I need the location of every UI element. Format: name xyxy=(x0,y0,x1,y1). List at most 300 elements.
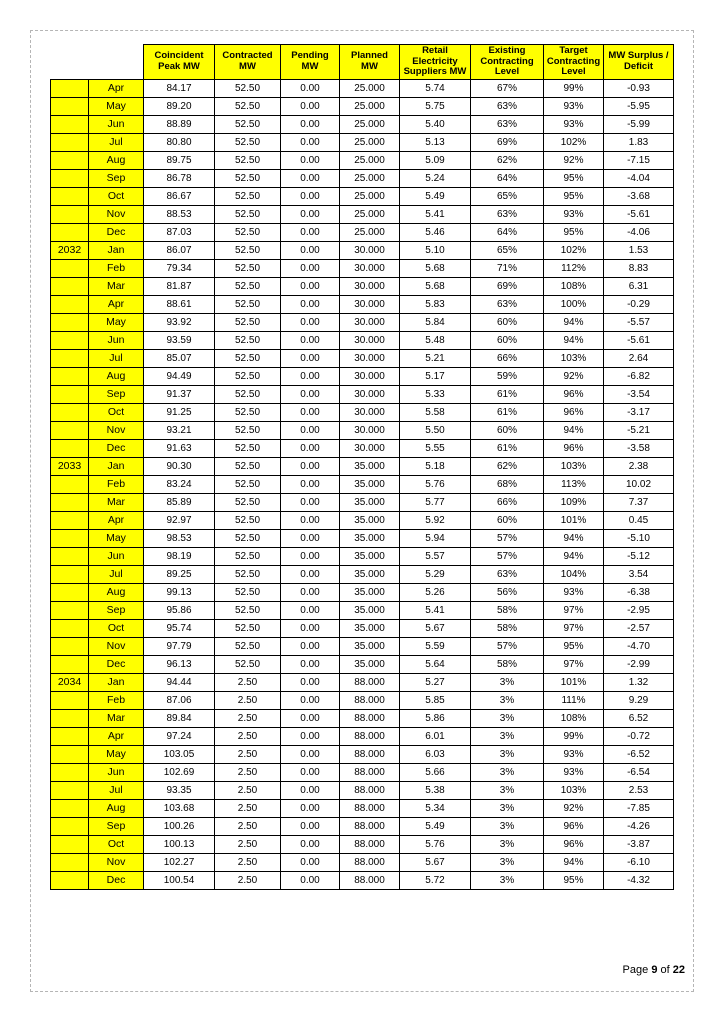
value-cell: 68% xyxy=(471,475,544,493)
value-cell: 52.50 xyxy=(215,439,281,457)
value-cell: 88.53 xyxy=(144,205,215,223)
value-cell: 63% xyxy=(471,295,544,313)
value-cell: 88.000 xyxy=(340,691,400,709)
value-cell: 95.74 xyxy=(144,619,215,637)
value-cell: 2.50 xyxy=(215,709,281,727)
month-cell: Dec xyxy=(89,655,144,673)
value-cell: 52.50 xyxy=(215,655,281,673)
value-cell: 0.00 xyxy=(281,691,340,709)
value-cell: -3.54 xyxy=(604,385,674,403)
value-cell: 6.01 xyxy=(400,727,471,745)
month-cell: Mar xyxy=(89,709,144,727)
table-row xyxy=(51,169,674,187)
year-cell: 2034 xyxy=(51,673,89,691)
value-cell: 57% xyxy=(471,547,544,565)
value-cell: 0.00 xyxy=(281,205,340,223)
year-cell xyxy=(51,349,89,367)
value-cell: 93% xyxy=(544,745,604,763)
value-cell: 5.46 xyxy=(400,223,471,241)
value-cell: 86.07 xyxy=(144,241,215,259)
value-cell: 88.000 xyxy=(340,709,400,727)
value-cell: 52.50 xyxy=(215,475,281,493)
value-cell: 5.59 xyxy=(400,637,471,655)
value-cell: 2.50 xyxy=(215,817,281,835)
year-cell xyxy=(51,439,89,457)
value-cell: 35.000 xyxy=(340,655,400,673)
value-cell: 0.00 xyxy=(281,709,340,727)
month-cell: Aug xyxy=(89,583,144,601)
column-header: Pending MW xyxy=(281,45,340,80)
value-cell: 30.000 xyxy=(340,403,400,421)
value-cell: 5.24 xyxy=(400,169,471,187)
header-row xyxy=(51,45,674,80)
value-cell: 94% xyxy=(544,853,604,871)
value-cell: 3% xyxy=(471,781,544,799)
value-cell: 63% xyxy=(471,97,544,115)
table-row xyxy=(51,313,674,331)
value-cell: -4.32 xyxy=(604,871,674,889)
value-cell: 97% xyxy=(544,601,604,619)
value-cell: 3% xyxy=(471,871,544,889)
value-cell: 0.00 xyxy=(281,259,340,277)
value-cell: 94.49 xyxy=(144,367,215,385)
value-cell: 93% xyxy=(544,115,604,133)
value-cell: 94% xyxy=(544,331,604,349)
month-cell: Jun xyxy=(89,763,144,781)
table-row xyxy=(51,259,674,277)
year-cell xyxy=(51,799,89,817)
value-cell: 0.00 xyxy=(281,295,340,313)
value-cell: 92.97 xyxy=(144,511,215,529)
value-cell: 52.50 xyxy=(215,205,281,223)
month-cell: May xyxy=(89,529,144,547)
month-cell: Aug xyxy=(89,367,144,385)
value-cell: 5.49 xyxy=(400,817,471,835)
value-cell: 67% xyxy=(471,79,544,97)
year-cell xyxy=(51,871,89,889)
value-cell: 63% xyxy=(471,115,544,133)
year-cell xyxy=(51,583,89,601)
value-cell: 35.000 xyxy=(340,529,400,547)
value-cell: 103% xyxy=(544,349,604,367)
value-cell: -4.06 xyxy=(604,223,674,241)
year-cell xyxy=(51,745,89,763)
table-row xyxy=(51,439,674,457)
value-cell: 89.84 xyxy=(144,709,215,727)
value-cell: 88.000 xyxy=(340,817,400,835)
value-cell: 3% xyxy=(471,763,544,781)
value-cell: 0.00 xyxy=(281,439,340,457)
value-cell: 87.03 xyxy=(144,223,215,241)
month-cell: Jul xyxy=(89,133,144,151)
value-cell: 90.30 xyxy=(144,457,215,475)
value-cell: 99.13 xyxy=(144,583,215,601)
column-header: Planned MW xyxy=(340,45,400,80)
value-cell: 95% xyxy=(544,637,604,655)
value-cell: 52.50 xyxy=(215,313,281,331)
value-cell: 5.38 xyxy=(400,781,471,799)
value-cell: 0.45 xyxy=(604,511,674,529)
value-cell: 5.67 xyxy=(400,853,471,871)
year-cell xyxy=(51,601,89,619)
value-cell: 60% xyxy=(471,313,544,331)
value-cell: 0.00 xyxy=(281,493,340,511)
value-cell: 93.92 xyxy=(144,313,215,331)
value-cell: 25.000 xyxy=(340,79,400,97)
table-row xyxy=(51,115,674,133)
table-row xyxy=(51,133,674,151)
month-cell: Sep xyxy=(89,385,144,403)
value-cell: 0.00 xyxy=(281,781,340,799)
value-cell: 35.000 xyxy=(340,511,400,529)
value-cell: 25.000 xyxy=(340,115,400,133)
value-cell: 30.000 xyxy=(340,439,400,457)
value-cell: 5.76 xyxy=(400,835,471,853)
value-cell: 52.50 xyxy=(215,367,281,385)
value-cell: -5.57 xyxy=(604,313,674,331)
table-row xyxy=(51,349,674,367)
value-cell: 88.000 xyxy=(340,853,400,871)
value-cell: 100.54 xyxy=(144,871,215,889)
table-row xyxy=(51,655,674,673)
value-cell: 85.89 xyxy=(144,493,215,511)
value-cell: 52.50 xyxy=(215,223,281,241)
value-cell: 35.000 xyxy=(340,637,400,655)
value-cell: 52.50 xyxy=(215,421,281,439)
table-row xyxy=(51,619,674,637)
value-cell: 52.50 xyxy=(215,511,281,529)
value-cell: 5.49 xyxy=(400,187,471,205)
value-cell: 25.000 xyxy=(340,133,400,151)
value-cell: 97% xyxy=(544,619,604,637)
value-cell: 0.00 xyxy=(281,637,340,655)
value-cell: 95% xyxy=(544,169,604,187)
month-cell: Aug xyxy=(89,151,144,169)
value-cell: 63% xyxy=(471,565,544,583)
value-cell: 80.80 xyxy=(144,133,215,151)
value-cell: 88.89 xyxy=(144,115,215,133)
value-cell: 25.000 xyxy=(340,169,400,187)
value-cell: 35.000 xyxy=(340,475,400,493)
table-row xyxy=(51,835,674,853)
value-cell: -0.29 xyxy=(604,295,674,313)
year-cell xyxy=(51,97,89,115)
value-cell: -6.54 xyxy=(604,763,674,781)
value-cell: 52.50 xyxy=(215,619,281,637)
value-cell: 83.24 xyxy=(144,475,215,493)
month-cell: Jun xyxy=(89,547,144,565)
value-cell: 0.00 xyxy=(281,241,340,259)
value-cell: -5.21 xyxy=(604,421,674,439)
table-row xyxy=(51,565,674,583)
value-cell: 5.83 xyxy=(400,295,471,313)
year-cell xyxy=(51,331,89,349)
value-cell: 52.50 xyxy=(215,457,281,475)
value-cell: 25.000 xyxy=(340,223,400,241)
value-cell: 0.00 xyxy=(281,871,340,889)
table-row xyxy=(51,745,674,763)
value-cell: 61% xyxy=(471,439,544,457)
value-cell: 91.37 xyxy=(144,385,215,403)
value-cell: 96.13 xyxy=(144,655,215,673)
table-row xyxy=(51,331,674,349)
value-cell: 61% xyxy=(471,385,544,403)
table-row xyxy=(51,97,674,115)
value-cell: 95.86 xyxy=(144,601,215,619)
value-cell: 91.25 xyxy=(144,403,215,421)
table-row xyxy=(51,673,674,691)
value-cell: 93.35 xyxy=(144,781,215,799)
value-cell: 0.00 xyxy=(281,385,340,403)
table-row xyxy=(51,223,674,241)
year-cell xyxy=(51,565,89,583)
value-cell: 94% xyxy=(544,313,604,331)
value-cell: 35.000 xyxy=(340,457,400,475)
value-cell: 5.33 xyxy=(400,385,471,403)
month-cell: Sep xyxy=(89,601,144,619)
value-cell: 0.00 xyxy=(281,853,340,871)
table-row xyxy=(51,853,674,871)
value-cell: 30.000 xyxy=(340,349,400,367)
value-cell: 2.50 xyxy=(215,745,281,763)
value-cell: -7.85 xyxy=(604,799,674,817)
value-cell: 0.00 xyxy=(281,763,340,781)
value-cell: 0.00 xyxy=(281,745,340,763)
value-cell: 97% xyxy=(544,655,604,673)
header-spacer xyxy=(51,45,89,80)
month-cell: Jan xyxy=(89,673,144,691)
value-cell: 103.05 xyxy=(144,745,215,763)
value-cell: 3% xyxy=(471,673,544,691)
value-cell: -3.87 xyxy=(604,835,674,853)
value-cell: 52.50 xyxy=(215,547,281,565)
month-cell: Jun xyxy=(89,331,144,349)
value-cell: 69% xyxy=(471,133,544,151)
value-cell: 25.000 xyxy=(340,205,400,223)
value-cell: 7.37 xyxy=(604,493,674,511)
value-cell: 2.53 xyxy=(604,781,674,799)
page-footer xyxy=(623,964,685,976)
value-cell: 108% xyxy=(544,709,604,727)
value-cell: 71% xyxy=(471,259,544,277)
value-cell: 2.50 xyxy=(215,853,281,871)
value-cell: 35.000 xyxy=(340,619,400,637)
value-cell: 96% xyxy=(544,385,604,403)
value-cell: 94% xyxy=(544,421,604,439)
value-cell: 100.13 xyxy=(144,835,215,853)
column-header: Contracted MW xyxy=(215,45,281,80)
year-cell: 2033 xyxy=(51,457,89,475)
value-cell: 100.26 xyxy=(144,817,215,835)
value-cell: 65% xyxy=(471,241,544,259)
value-cell: 25.000 xyxy=(340,97,400,115)
year-cell xyxy=(51,511,89,529)
value-cell: 62% xyxy=(471,457,544,475)
month-cell: Dec xyxy=(89,223,144,241)
value-cell: -5.61 xyxy=(604,205,674,223)
value-cell: -5.99 xyxy=(604,115,674,133)
year-cell xyxy=(51,313,89,331)
column-header: Coincident Peak MW xyxy=(144,45,215,80)
value-cell: 5.77 xyxy=(400,493,471,511)
value-cell: 3% xyxy=(471,853,544,871)
value-cell: 5.09 xyxy=(400,151,471,169)
value-cell: 1.53 xyxy=(604,241,674,259)
value-cell: 30.000 xyxy=(340,385,400,403)
month-cell: Sep xyxy=(89,169,144,187)
value-cell: 94.44 xyxy=(144,673,215,691)
month-cell: Apr xyxy=(89,79,144,97)
value-cell: -4.04 xyxy=(604,169,674,187)
value-cell: 5.10 xyxy=(400,241,471,259)
value-cell: 5.13 xyxy=(400,133,471,151)
month-cell: Jul xyxy=(89,781,144,799)
value-cell: 86.78 xyxy=(144,169,215,187)
value-cell: 98.53 xyxy=(144,529,215,547)
value-cell: 58% xyxy=(471,655,544,673)
value-cell: -4.70 xyxy=(604,637,674,655)
value-cell: 0.00 xyxy=(281,835,340,853)
value-cell: 64% xyxy=(471,223,544,241)
value-cell: 52.50 xyxy=(215,187,281,205)
value-cell: 5.84 xyxy=(400,313,471,331)
value-cell: 52.50 xyxy=(215,277,281,295)
value-cell: 30.000 xyxy=(340,331,400,349)
value-cell: 0.00 xyxy=(281,187,340,205)
value-cell: 30.000 xyxy=(340,421,400,439)
value-cell: 2.50 xyxy=(215,871,281,889)
value-cell: 35.000 xyxy=(340,493,400,511)
value-cell: 0.00 xyxy=(281,457,340,475)
month-cell: Apr xyxy=(89,727,144,745)
value-cell: 100% xyxy=(544,295,604,313)
month-cell: Oct xyxy=(89,403,144,421)
value-cell: 101% xyxy=(544,511,604,529)
year-cell xyxy=(51,817,89,835)
value-cell: 5.41 xyxy=(400,601,471,619)
value-cell: -2.57 xyxy=(604,619,674,637)
month-cell: Apr xyxy=(89,295,144,313)
value-cell: 5.17 xyxy=(400,367,471,385)
value-cell: 5.66 xyxy=(400,763,471,781)
value-cell: 97.79 xyxy=(144,637,215,655)
month-cell: Dec xyxy=(89,439,144,457)
value-cell: 0.00 xyxy=(281,421,340,439)
value-cell: 88.000 xyxy=(340,745,400,763)
value-cell: 5.57 xyxy=(400,547,471,565)
value-cell: -6.82 xyxy=(604,367,674,385)
value-cell: 5.26 xyxy=(400,583,471,601)
year-cell: 2032 xyxy=(51,241,89,259)
value-cell: 0.00 xyxy=(281,655,340,673)
month-cell: Oct xyxy=(89,619,144,637)
value-cell: -6.10 xyxy=(604,853,674,871)
month-cell: Feb xyxy=(89,475,144,493)
header-spacer xyxy=(89,45,144,80)
value-cell: 52.50 xyxy=(215,637,281,655)
value-cell: 0.00 xyxy=(281,799,340,817)
value-cell: 8.83 xyxy=(604,259,674,277)
month-cell: Oct xyxy=(89,187,144,205)
year-cell xyxy=(51,493,89,511)
value-cell: 0.00 xyxy=(281,367,340,385)
value-cell: 0.00 xyxy=(281,331,340,349)
value-cell: 112% xyxy=(544,259,604,277)
value-cell: 52.50 xyxy=(215,259,281,277)
value-cell: 0.00 xyxy=(281,97,340,115)
value-cell: 3% xyxy=(471,745,544,763)
value-cell: 5.64 xyxy=(400,655,471,673)
value-cell: 93% xyxy=(544,763,604,781)
value-cell: 0.00 xyxy=(281,403,340,421)
value-cell: 10.02 xyxy=(604,475,674,493)
value-cell: 30.000 xyxy=(340,313,400,331)
value-cell: 58% xyxy=(471,601,544,619)
table-row xyxy=(51,367,674,385)
value-cell: 30.000 xyxy=(340,277,400,295)
value-cell: -2.95 xyxy=(604,601,674,619)
value-cell: 97.24 xyxy=(144,727,215,745)
value-cell: 0.00 xyxy=(281,133,340,151)
month-cell: May xyxy=(89,97,144,115)
value-cell: 88.000 xyxy=(340,727,400,745)
month-cell: Nov xyxy=(89,637,144,655)
value-cell: 52.50 xyxy=(215,151,281,169)
value-cell: 88.000 xyxy=(340,673,400,691)
value-cell: 60% xyxy=(471,511,544,529)
month-cell: Feb xyxy=(89,691,144,709)
table-row xyxy=(51,241,674,259)
value-cell: 95% xyxy=(544,187,604,205)
table-row xyxy=(51,817,674,835)
value-cell: 3% xyxy=(471,799,544,817)
table-row xyxy=(51,403,674,421)
value-cell: 93% xyxy=(544,583,604,601)
value-cell: 0.00 xyxy=(281,529,340,547)
value-cell: 5.21 xyxy=(400,349,471,367)
table-row xyxy=(51,385,674,403)
month-cell: Mar xyxy=(89,493,144,511)
value-cell: 79.34 xyxy=(144,259,215,277)
value-cell: 2.50 xyxy=(215,727,281,745)
value-cell: 98.19 xyxy=(144,547,215,565)
value-cell: 96% xyxy=(544,817,604,835)
value-cell: 66% xyxy=(471,349,544,367)
value-cell: 52.50 xyxy=(215,331,281,349)
month-cell: Jan xyxy=(89,457,144,475)
value-cell: 86.67 xyxy=(144,187,215,205)
value-cell: 0.00 xyxy=(281,673,340,691)
table-body xyxy=(51,79,674,889)
value-cell: -5.61 xyxy=(604,331,674,349)
value-cell: 59% xyxy=(471,367,544,385)
value-cell: -0.93 xyxy=(604,79,674,97)
value-cell: 104% xyxy=(544,565,604,583)
value-cell: 5.92 xyxy=(400,511,471,529)
value-cell: 5.58 xyxy=(400,403,471,421)
table-row xyxy=(51,457,674,475)
value-cell: 102% xyxy=(544,133,604,151)
value-cell: -3.58 xyxy=(604,439,674,457)
year-cell xyxy=(51,763,89,781)
value-cell: 0.00 xyxy=(281,79,340,97)
value-cell: 1.32 xyxy=(604,673,674,691)
value-cell: 2.50 xyxy=(215,781,281,799)
value-cell: 94% xyxy=(544,547,604,565)
value-cell: 96% xyxy=(544,835,604,853)
value-cell: 52.50 xyxy=(215,97,281,115)
value-cell: 64% xyxy=(471,169,544,187)
